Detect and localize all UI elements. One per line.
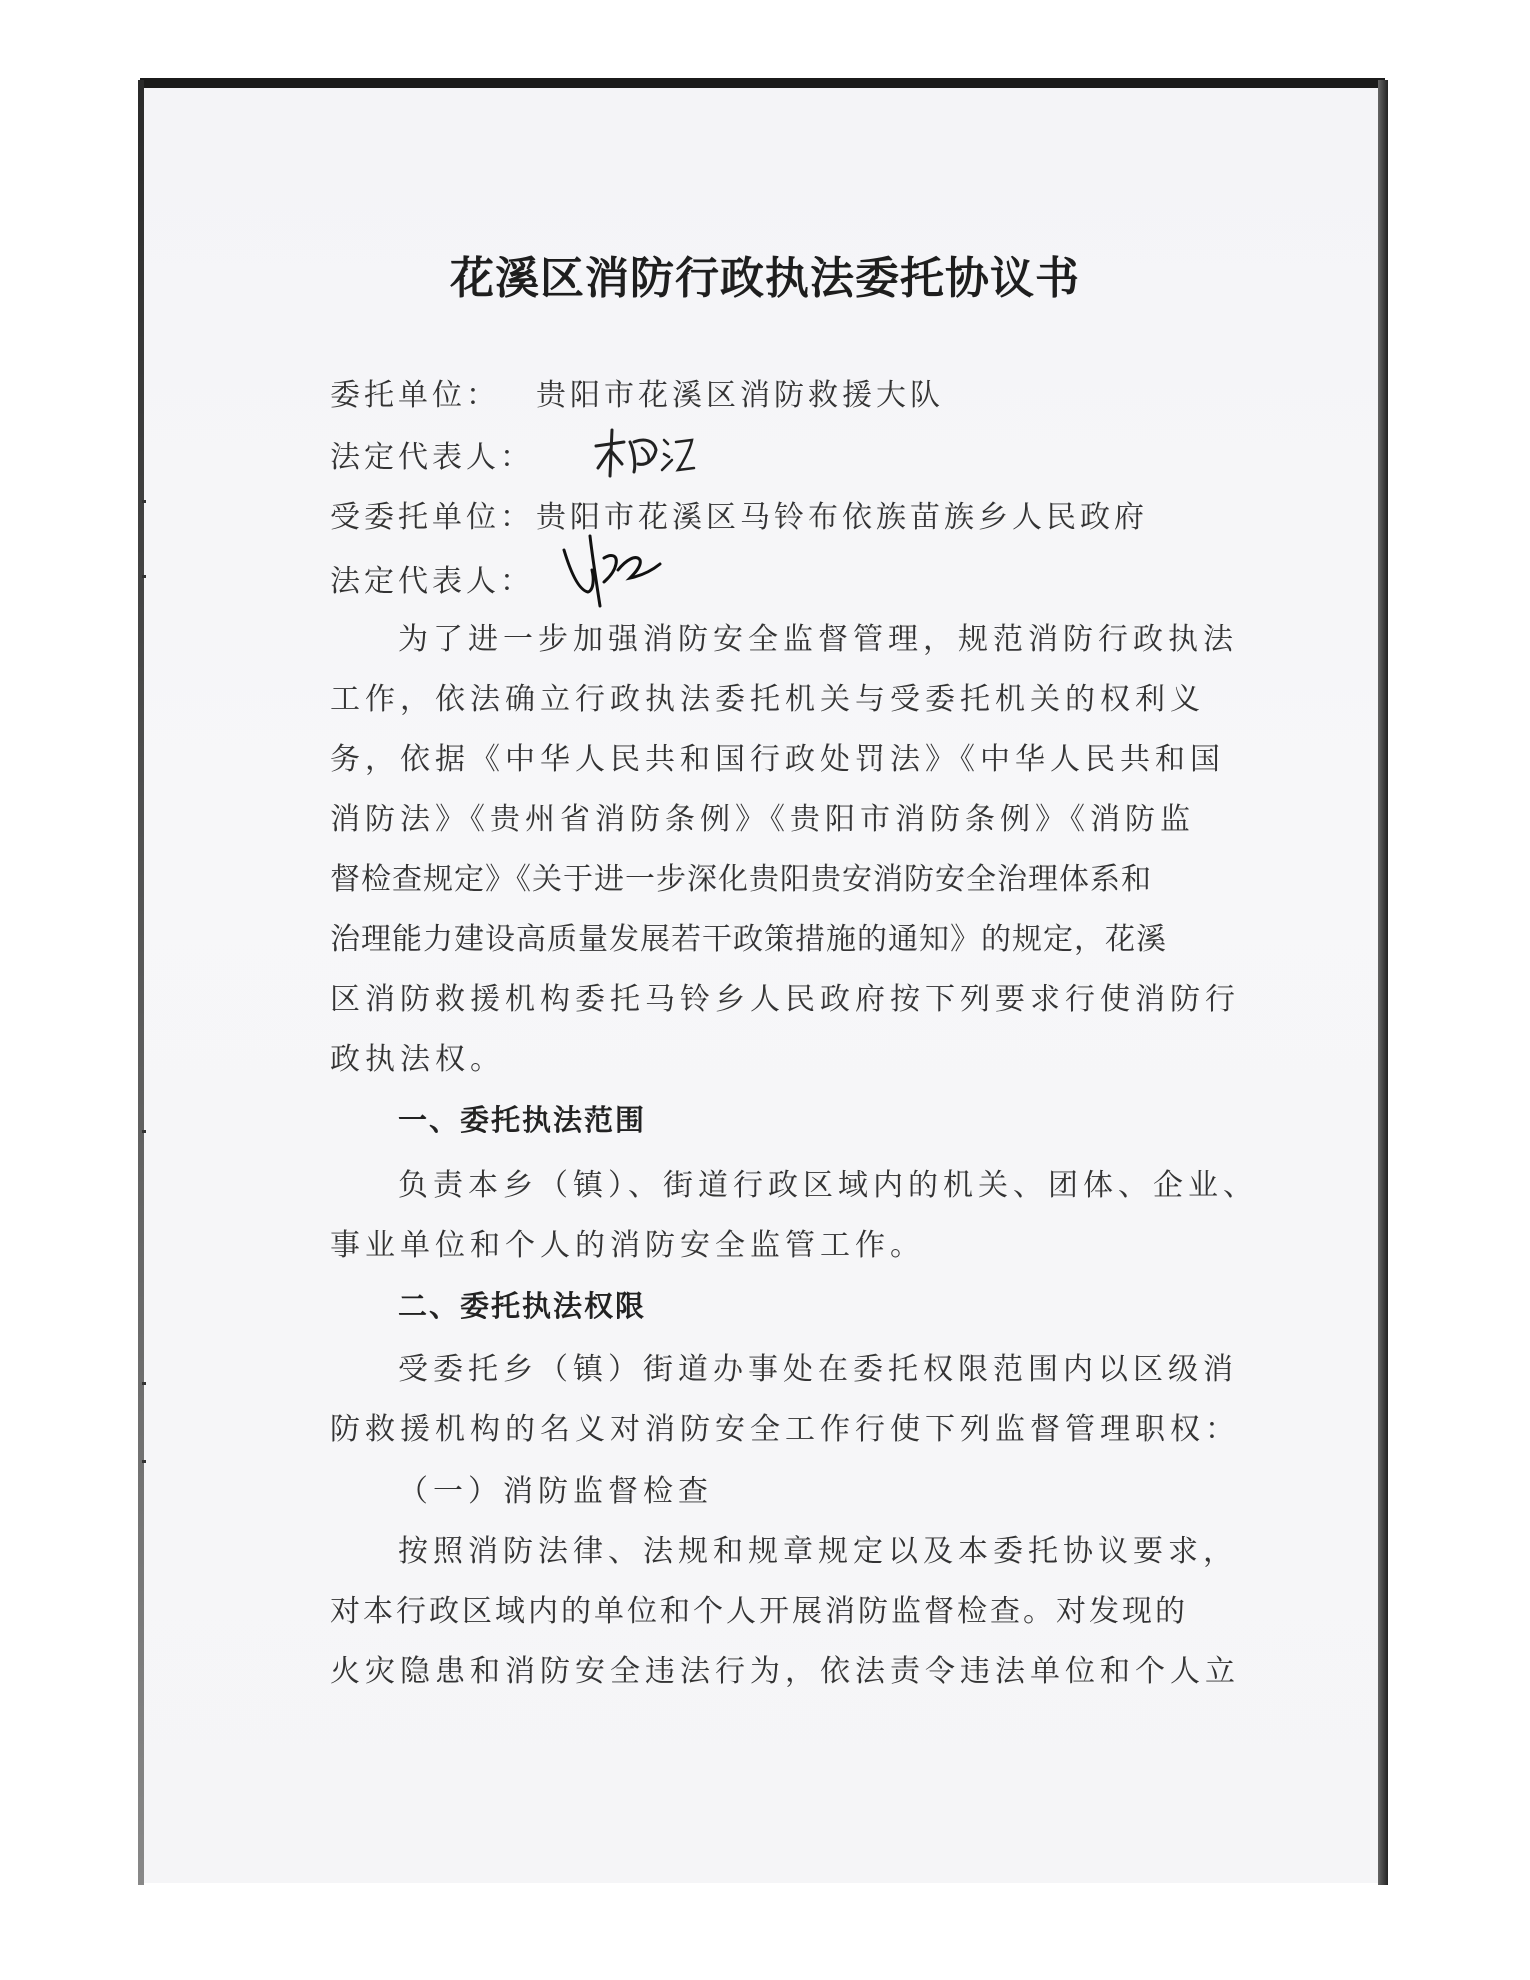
legal-representative-label-2: 法定代表人： [330, 564, 534, 599]
section-1-heading: 一、委托执法范围 [398, 1103, 647, 1137]
scan-speck [142, 1382, 146, 1385]
subsection-line: 火灾隐患和消防安全违法行为，依法责令违法单位和个人立 [330, 1654, 1240, 1689]
scan-speck [142, 575, 146, 578]
intro-line: 治理能力建设高质量发展若干政策措施的通知》的规定，花溪 [330, 922, 1167, 957]
scan-speck [142, 500, 146, 503]
handwritten-signature-1 [590, 420, 700, 480]
legal-representative-label-1: 法定代表人： [330, 440, 534, 475]
intro-line: 督检查规定》《关于进一步深化贵阳贵安消防安全治理体系和 [330, 862, 1152, 897]
handwritten-signature-2 [560, 530, 680, 610]
intro-line: 工作，依法确立行政执法委托机关与受委托机关的权利义 [330, 682, 1205, 717]
section-1-line: 负责本乡（镇）、街道行政区域内的机关、团体、企业、 [398, 1168, 1258, 1203]
subsection-line: 按照消防法律、法规和规章规定以及本委托协议要求， [398, 1534, 1238, 1569]
document-title: 花溪区消防行政执法委托协议书 [450, 253, 1080, 304]
entrusting-unit-label: 委托单位： [330, 378, 500, 413]
section-1-line: 事业单位和个人的消防安全监管工作。 [330, 1228, 925, 1263]
section-2-line: 防救援机构的名义对消防安全工作行使下列监督管理职权： [330, 1412, 1240, 1447]
intro-line: 为了进一步加强消防安全监督管理，规范消防行政执法 [398, 622, 1238, 657]
entrusted-unit-label: 受委托单位： [330, 500, 534, 535]
entrusted-unit-value: 贵阳市花溪区马铃布依族苗族乡人民政府 [536, 500, 1148, 535]
intro-line: 消防法》《贵州省消防条例》《贵阳市消防条例》《消防监 [330, 802, 1195, 837]
entrusting-unit-value: 贵阳市花溪区消防救援大队 [536, 378, 944, 413]
section-2-line: 受委托乡（镇）街道办事处在委托权限范围内以区级消 [398, 1352, 1238, 1387]
intro-line: 务，依据《中华人民共和国行政处罚法》《中华人民共和国 [330, 742, 1225, 777]
intro-line: 政执法权。 [330, 1042, 505, 1077]
subsection-heading: （一）消防监督检查 [398, 1474, 713, 1509]
section-2-heading: 二、委托执法权限 [398, 1289, 647, 1323]
scan-speck [142, 1460, 146, 1463]
scan-edge-right [1378, 80, 1388, 1885]
subsection-line: 对本行政区域内的单位和个人开展消防监督检查。对发现的 [330, 1594, 1188, 1629]
intro-line: 区消防救援机构委托马铃乡人民政府按下列要求行使消防行 [330, 982, 1240, 1017]
scan-speck [142, 1130, 146, 1133]
scan-edge-top [140, 78, 1385, 88]
